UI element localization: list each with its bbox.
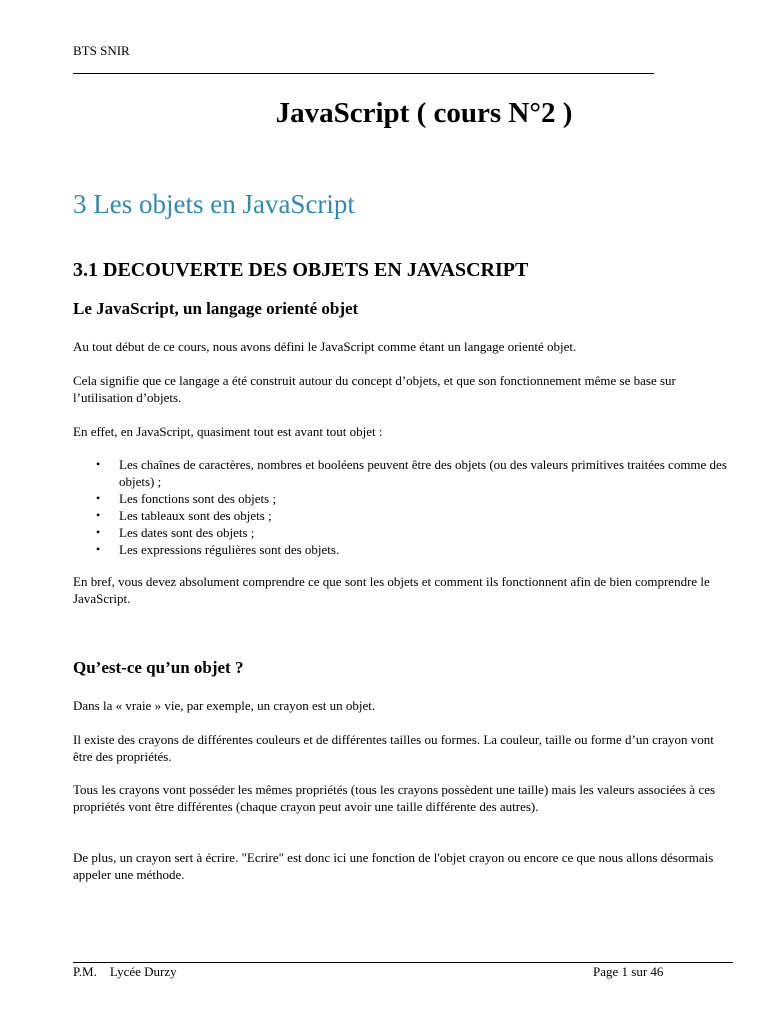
list-item-text: Les expressions régulières sont des objets.	[119, 542, 340, 557]
bullet-icon: •	[96, 457, 101, 471]
list-item	[73, 507, 733, 524]
document-title: JavaScript ( cours N°2 )	[275, 97, 573, 129]
subsection-heading-oriented-object: Le JavaScript, un langage orienté objet	[73, 299, 359, 318]
bullet-icon: •	[96, 525, 101, 539]
list-item	[73, 541, 733, 558]
list-item	[73, 524, 733, 541]
page-header-label: BTS SNIR	[73, 43, 130, 58]
paragraph: En bref, vous devez absolument comprendre ce que sont les objets et comment ils fonctionnent afin de bien comprendre le JavaScript.	[73, 574, 710, 606]
footer-author: P.M. Lycée Durzy	[73, 964, 177, 979]
paragraph: Dans la « vraie » vie, par exemple, un crayon est un objet.	[73, 698, 376, 713]
bullet-icon: •	[96, 508, 101, 522]
list-item	[73, 490, 733, 507]
subsection-heading-what-is-object: Qu’est-ce qu’un objet ?	[73, 658, 244, 677]
chapter-heading: 3 Les objets en JavaScript	[73, 189, 355, 219]
header-divider	[73, 73, 654, 74]
list-item-text: Les chaînes de caractères, nombres et booléens peuvent être des objets (ou des valeurs primitives traitées comme des objets) ;	[119, 457, 727, 489]
section-heading: 3.1 DECOUVERTE DES OBJETS EN JAVASCRIPT	[73, 259, 529, 281]
paragraph: Tous les crayons vont posséder les mêmes propriétés (tous les crayons possèdent une taille) mais les valeurs associées à ces propriétés vont être différentes (chaque crayon peut avoir une taille différente des autres).	[73, 782, 716, 814]
list-item-text: Les fonctions sont des objets ;	[119, 491, 277, 506]
bullet-icon: •	[96, 542, 101, 556]
list-item	[73, 456, 733, 490]
paragraph: Au tout début de ce cours, nous avons défini le JavaScript comme étant un langage orienté objet.	[73, 339, 577, 354]
paragraph: Il existe des crayons de différentes couleurs et de différentes tailles ou formes. La couleur, taille ou forme d’un crayon vont être des propriétés.	[73, 732, 714, 764]
bullet-list	[73, 456, 733, 558]
page-number: Page 1 sur 46	[593, 964, 664, 979]
paragraph: De plus, un crayon sert à écrire. "Ecrire" est donc ici une fonction de l'objet crayon ou encore ce que nous allons désormais appeler une méthode.	[73, 850, 714, 882]
list-item-text: Les tableaux sont des objets ;	[119, 508, 272, 523]
bullet-icon: •	[96, 491, 101, 505]
footer-divider	[73, 962, 733, 963]
paragraph: Cela signifie que ce langage a été construit autour du concept d’objets, et que son fonctionnement même se base sur l’utilisation d’objets.	[73, 373, 676, 405]
paragraph: En effet, en JavaScript, quasiment tout est avant tout objet :	[73, 424, 383, 439]
list-item-text: Les dates sont des objets ;	[119, 525, 255, 540]
